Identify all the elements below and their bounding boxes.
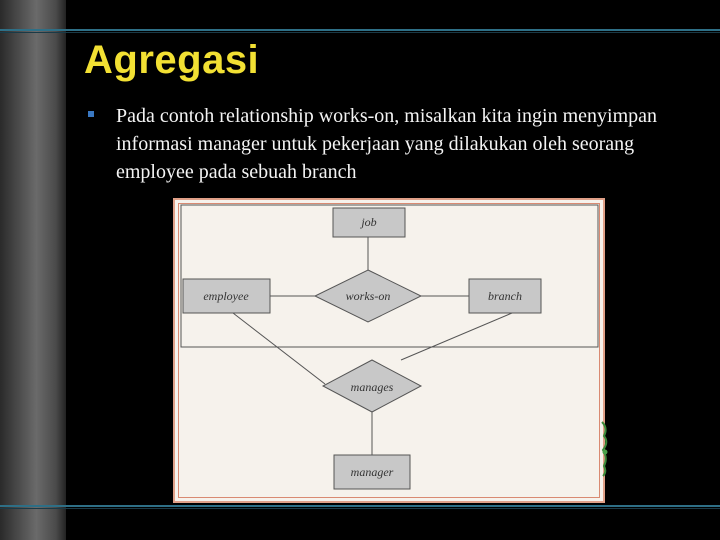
- relationship-works-on-label: works-on: [345, 289, 391, 303]
- slide-title: Agregasi: [84, 38, 260, 82]
- decorative-leaf-icon: [600, 418, 610, 478]
- top-divider-shadow: [0, 32, 720, 33]
- square-bullet-icon: [88, 111, 94, 117]
- connector-lines: [233, 237, 512, 455]
- entity-job-label: job: [361, 215, 377, 229]
- top-divider: [0, 29, 720, 31]
- bottom-divider: [0, 505, 720, 507]
- bullet-item: [88, 102, 688, 186]
- employee-manages-line: [233, 313, 325, 384]
- entity-employee-label: employee: [203, 289, 249, 303]
- bottom-divider-shadow: [0, 508, 720, 509]
- entity-manager-label: manager: [350, 465, 394, 479]
- branch-manages-line: [401, 313, 512, 360]
- entity-branch-label: branch: [488, 289, 522, 303]
- er-diagram: [175, 200, 603, 501]
- left-gradient-band: [0, 0, 66, 540]
- bullet-text: Pada contoh relationship works-on, misalkan kita ingin menyimpan informasi manager untuk pekerjaan yang dilakukan oleh seorang employee pada sebuah branch: [116, 105, 658, 183]
- relationship-manages-label: manages: [350, 380, 394, 394]
- er-diagram-figure: [173, 198, 605, 503]
